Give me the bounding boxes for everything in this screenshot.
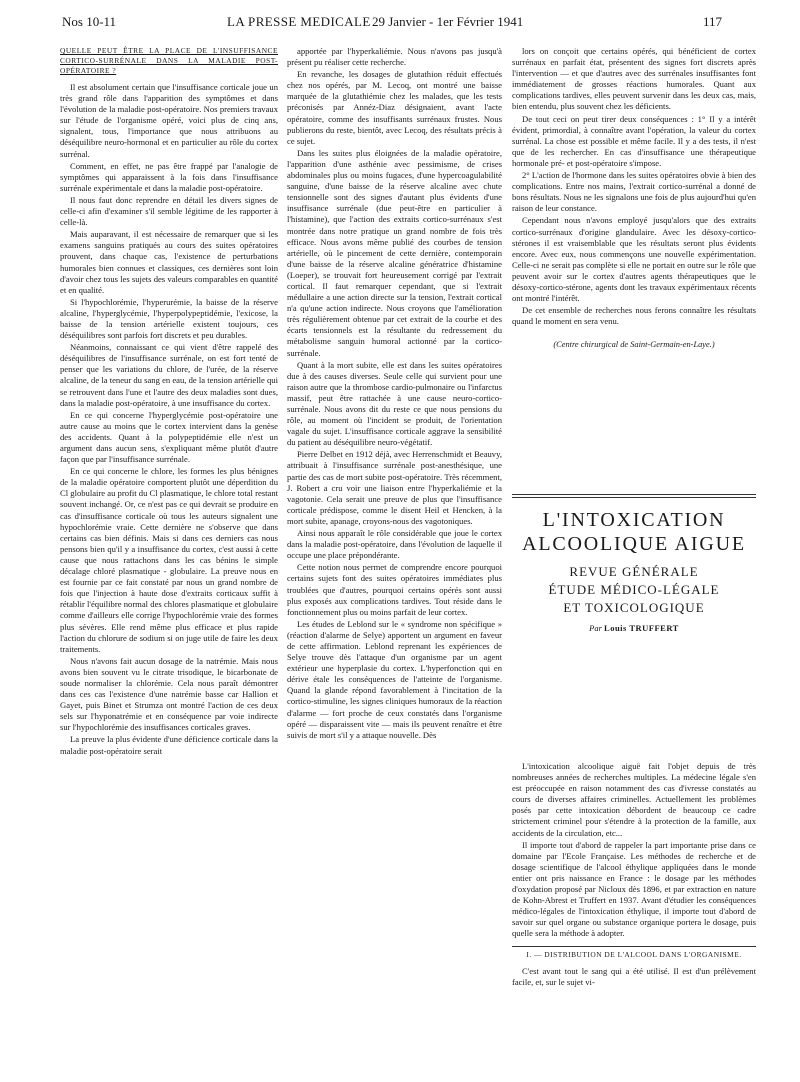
paragraph: lors on conçoit que certains opérés, qui bénéficient de cortex surrénaux en parfait état, présentent des signes fort discrets après l'intervention — et que d'autres avec des surrénales insuffisantes font immédiatement de grosses réactions humorales. Quant aux complications tardives, elles peuvent survenir dans les deux cas, mais, bien entendu, plus souvent chez les déficients. — [512, 46, 756, 112]
paragraph: Comment, en effet, ne pas être frappé par l'analogie de symptômes qui apparaissent à la fois dans l'insuffisance surrénale expérimentale et dans la maladie post-opératoire. — [60, 160, 278, 193]
paragraph: De cet ensemble de recherches nous ferons connaître les résultats quand le moment en sera venu. — [512, 305, 756, 327]
paragraph: De tout ceci on peut tirer deux conséquences : 1° Il y a intérêt évident, primordial, à connaître avant l'opération, la valeur du cortex surrénal. La chose est possible et même facile. Il y a des tests, il n'est que de les rechercher. En cas d'insuffisance une thérapeutique hormonale pré- et post-opératoire s'impose. — [512, 113, 756, 168]
paragraph: 2° L'action de l'hormone dans les suites opératoires obvie à bien des complications. Entre nos mains, l'extrait cortico-surrénal a donné de bons résultats. Nous ne les signalons une fois de plus aujourd'hui qu'en raison de leur constance. — [512, 170, 756, 214]
paragraph: Nous n'avons fait aucun dosage de la natrémie. Mais nous avons bien souvent vu le citrate trisodique, le bicarbonate de soude normaliser la chlorémie. Cela nous paraît démontrer dans ces cas l'existence d'une natrémie basse car Hallion et Gayet, puis Binet et Strumza ont montré l'action de ces deux sels sur l'hyponatrémie et en conséquence par voie indirecte sur l'hypochlorémie des insuffisances corticales graves. — [60, 655, 278, 733]
paragraph: Quant à la mort subite, elle est dans les suites opératoires due à des causes diverses. Seule celle qui survient pour une raison autre que la thrombose cardio-pulmonaire ou l'infarctus massif, peut être rattachée à une cause neuro-cortico-surrénale. Nous avons dit du reste ce que nous pensions du rôle, au moment où l'incident se produit, de l'orientation vagale du sujet. L'insuffisance corticale aggrave la sensibilité du patient au déséquilibre neuro-végétatif. — [287, 359, 502, 448]
section-heading: I. — DISTRIBUTION DE L'ALCOOL DANS L'ORGANISME. — [526, 949, 742, 959]
column-3-bottom — [512, 761, 756, 1071]
author-name: Louis TRUFFERT — [604, 623, 679, 633]
byline-prefix: Par — [589, 623, 602, 633]
article-title-line: ALCOOLIQUE AIGUE — [522, 533, 746, 555]
column-1 — [60, 46, 278, 1070]
paragraph: Cependant nous n'avons employé jusqu'alors que des extraits cortico-surrénaux d'origine glandulaire. Avec les désoxy-cortico-stérones il est vraisemblable que les résultats seront plus évidents encore. Avec eux, nous commençons une nouvelle expérimentation. Celle-ci ne serait pas complète si elle ne portait en outre sur le rôle que peuvent avoir sur le cortex d'autres agents thérapeutiques que le désoxy-cortico-stérone, agents dont les travaux expérimentaux récents ont montré l'intérêt. — [512, 215, 756, 304]
issue-number: Nos 10-11 — [62, 14, 117, 29]
article-title-block — [512, 508, 756, 633]
article-title-line: L'INTOXICATION — [542, 509, 726, 531]
paragraph: En revanche, les dosages de glutathion réduit effectués chez nos opérés, par M. Lecoq, ont montré une baisse marquée de la glutathiémie chez les malades, que les tests préconisés par Annéz-Diaz désignaient, avant l'acte opératoire, comme des insuffisants surrénaux frustes. Nous publierons du reste, bientôt, avec Lecoq, des résultats précis à ce sujet. — [287, 69, 502, 146]
location-note: (Centre chirurgical de Saint-Germain-en-Laye.) — [553, 340, 715, 350]
paragraph: Dans les suites plus éloignées de la maladie opératoire, l'apparition d'une asthénie avec pessimisme, de crises abdominales plus ou moins fugaces, d'une hypercoagulabilité sanguine, d'une baisse de la réserve alcaline avec chute tensionnelle sont des signes d'autant plus évidents d'une insuffisance surrénale (due peut-être en particulier à l'histamine), que l'action des extraits cortico-surrénaux s'est montrée dans notre pratique un grand nombre de fois très efficace. Nous avons même publié des courbes de tension artérielle, où le pincement de cette dernière, contemporain d'une baisse de la réserve alcaline génératrice d'histamine (Loeper), se trouvait fort heureusement corrigé par l'extrait cortical. Il faut remarquer cependant, que si l'extrait médullaire a une action directe sur la tension, l'extrait cortical n'a qu'une action indirecte. Nous croyons que l'amélioration très régulièrement obtenue par cet extrait de la courbe et des écarts tensionnels est la résultante du redressement du métabolisme sanguin humoral actionné par la cortico-surrénale. — [287, 147, 502, 358]
paragraph: Il importe tout d'abord de rappeler la part importante prise dans ce domaine par l'Ecole Française. Les méthodes de recherche et de dosage scientifique de l'alcool éthylique appliquées dans le monde entier ont pris naissance en France : le dosage par les méthodes d'oxydation proposé par Nicloux dès 1896, et par extraction en nature de Kohn-Abrest et Truffert en 1937. Avant d'étudier les conséquences médico-légales de l'intoxication éthylique, il importe tout d'abord de savoir sur quel organe ou substance organique portera le dosage, puis quelle sera la méthode à adopter. — [512, 839, 756, 939]
article-subtitle-line: ET TOXICOLOGIQUE — [563, 600, 705, 615]
article-divider — [512, 494, 756, 495]
paragraph: L'intoxication alcoolique aiguë fait l'objet depuis de très nombreuses années de recherches multiples. La médecine légale s'en est préoccupée en raison notamment des cas d'ivresse constatés au cours de diverses affaires criminelles. Actuellement les problèmes posés par cette intoxication débordent de beaucoup ce cadre strictement criminel pour s'étendre à la protection de la famille, aux accidents de la circulation, etc... — [512, 761, 756, 838]
paragraph: Ainsi nous apparaît le rôle considérable que joue le cortex dans la maladie post-opératoire, dans l'évolution de laquelle il occupe une place prépondérante. — [287, 528, 502, 561]
paragraph: Cette notion nous permet de comprendre encore pourquoi certains sujets font des suites opératoires immédiates plus troublées que d'autres, pourquoi certains opérés sont aussi plus exposés aux complications tardives. Tout réside dans le fonctionnement plus ou moins parfait de leur cortex. — [287, 562, 502, 617]
section-divider — [512, 946, 756, 947]
journal-title: LA PRESSE MEDICALE — [227, 14, 371, 29]
page-header — [62, 14, 722, 34]
paragraph: Mais auparavant, il est nécessaire de remarquer que si les examens sanguins pratiqués au cours des suites opératoires prouvent, dans chaque cas, l'existence de perturbations humorales bien connues et classiques, ces dernières sont loin d'avoir chez tous les sujets des valeurs comparables en quantité et en qualité. — [60, 229, 278, 295]
paragraph: Il nous faut donc reprendre en détail les divers signes de celle-ci afin d'examiner s'il semble légitime de les rapporter à celle-là. — [60, 194, 278, 228]
page-number: 117 — [702, 14, 722, 29]
paragraph: Les études de Leblond sur le « syndrome non spécifique » (réaction d'alarme de Selye) apportent un argument en faveur de cette affirmation. Leblond reprenant les expériences de Selye trouve dès l'attaque d'un organisme par un agent extérieur une hyperplasie du cortex. L'hyperfonction qui en dérive étale les conséquences de l'atteinte de l'organisme. Quand la glande répond favorablement à l'incitation de la cortico-stimuline, les signes cliniques humoraux de la réaction d'alarme — fort proche de ceux constatés dans l'organisme opéré — disparaissent vite — mais ils peuvent renaître et être suivis de mort s'il y a attaque nouvelle. Dès — [287, 618, 502, 740]
column-3-top — [512, 46, 756, 486]
paragraph: Pierre Delbet en 1912 déjà, avec Herrenschmidt et Beauvy, attribuait à l'insuffisance surrénale post-anesthésique, une partie des cas de mort subite post-opératoire. Très récemment, J. Robert a cru voir une liaison entre l'hyperkaliémie et la vagotonie. Cela serait une preuve de plus que l'insuffisance corticale prédispose, comme le disent Heil et Hencken, à la mort subite, apanage, croyons-nous des vagotoniques. — [287, 449, 502, 526]
byline — [512, 623, 756, 633]
paragraph: Néanmoins, connaissant ce qui vient d'être rappelé des déséquilibres de l'insuffisance surrénale, on est fort tenté de penser que les variations du chlore, de l'urée, de la réserve alcaline, de la teneur du sang en eau, de la tension artérielle qui se retrouvent dans l'une et l'autre des deux maladies sont dues, dans la maladie post-opératoire, à une insuffisance du cortex. — [60, 342, 278, 408]
issue-date: 29 Janvier - 1er Février 1941 — [372, 14, 524, 29]
section-heading: QUELLE PEUT ÊTRE LA PLACE DE L'INSUFFISANCE CORTICO-SURRÉNALE DANS LA MALADIE POST-OPÉRATOIRE ? — [60, 46, 278, 75]
article-divider — [512, 497, 756, 498]
paragraph: Si l'hypochlorémie, l'hyperurémie, la baisse de la réserve alcaline, l'hyperglycémie, l'hyperpolypeptidémie, l'exicose, la baisse de la tension artérielle existent toujours, ces déséquilibres sont parfois fort discrets et peu durables. — [60, 296, 278, 341]
article-subtitle-line: REVUE GÉNÉRALE — [569, 564, 699, 579]
paragraph: Il est absolument certain que l'insuffisance corticale joue un très grand rôle dans l'apparition des symptômes et dans l'évolution de la maladie post-opératoire. Nos premiers travaux sur l'étude de l'organisme opéré, voici plus de cinq ans, signalent, tous, l'importance que nous attribuons au déséquilibre neuro-hormonal et en particulier au rôle du cortex surrénal. — [60, 82, 278, 159]
paragraph: C'est avant tout le sang qui a été utilisé. Il est d'un prélèvement facile, et, sur le sujet vi- — [512, 965, 756, 987]
paragraph: apportée par l'hyperkaliémie. Nous n'avons pas jusqu'à présent pu réaliser cette recherche. — [287, 46, 502, 68]
paragraph: En ce qui concerne le chlore, les formes les plus bénignes de la maladie opératoire comportent plutôt une déperdition du Cl globulaire au profit du Cl plasmatique, le chlore total restant souvent inchangé. Or, ce n'est pas ce qui devrait se produire en cas d'insuffisance corticale où tous les auteurs signalent une hypochlorémie vraie. Cette dernière ne s'observe que dans certains cas bien définis. Mais si dans ces derniers cas nous pensons bien qu'il y a insuffisance du cortex, c'est aussi à cette cause que nous rattachons dans les cas bénins le simple décalage chloré plasmatique - globulaire. La preuve nous en est fournie par ce fait constaté par nous un grand nombre de fois que l'injection à haute dose d'extraits corticaux suffit à rétablir l'équilibre normal des chlores plasmatique et globulaire comme d'ailleurs elle corrige l'hypochlorémie vraie des formes plus sévères. Elle rend même plus efficace et plus rapide l'action du chlorure de sodium si on juge utile de faire les deux traitements. — [60, 466, 278, 654]
paragraph: La preuve la plus évidente d'une déficience corticale dans la maladie post-opératoire serait — [60, 734, 278, 756]
article-subtitle-line: ÉTUDE MÉDICO-LÉGALE — [548, 582, 720, 597]
column-2 — [287, 46, 502, 1070]
paragraph: En ce qui concerne l'hyperglycémie post-opératoire une autre cause au moins que le cortex intervient dans la genèse des accidents. Quant à la polypeptidémie elle n'est un argument dans aucun sens, s'expliquant même plutôt d'autre façon que par l'insuffisance surrénale. — [60, 409, 278, 465]
